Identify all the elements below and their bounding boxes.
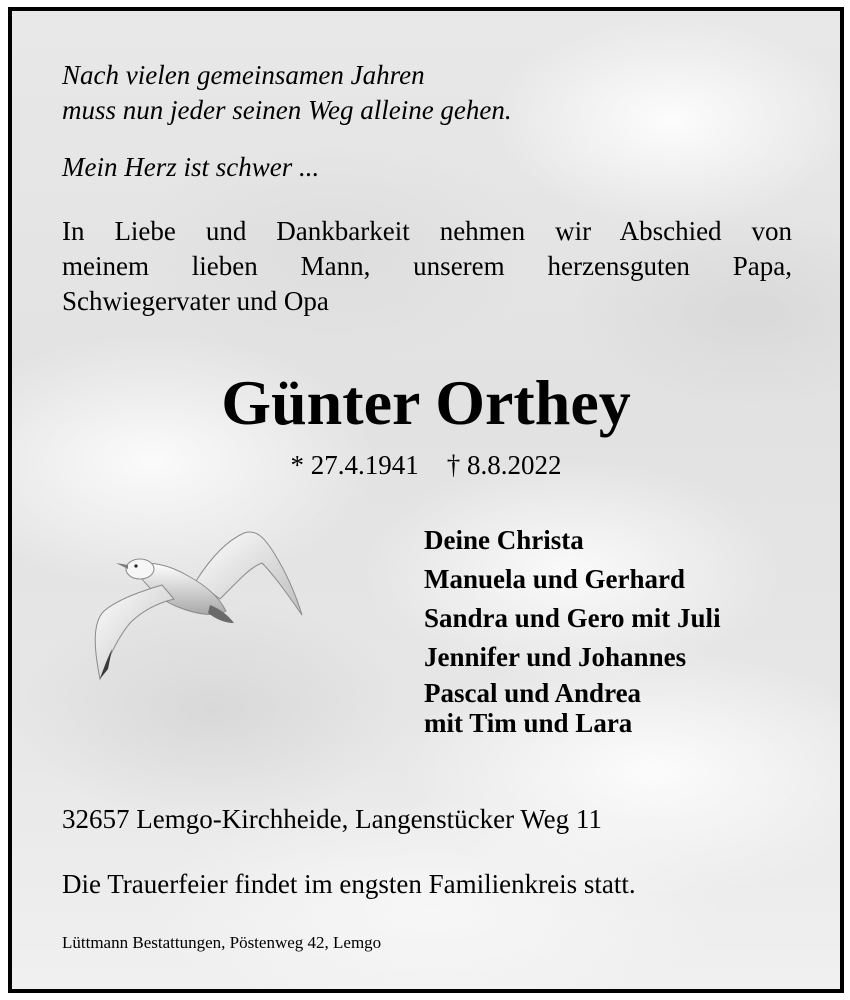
life-dates	[12, 447, 840, 483]
verse-line-2: muss nun jeder seinen Weg alleine gehen.	[62, 95, 512, 125]
seagull-icon	[78, 519, 308, 689]
intro-line-3: Schwiegervater und Opa	[62, 286, 329, 316]
ceremony-notice: Die Trauerfeier findet im engsten Familienkreis statt.	[62, 869, 636, 899]
family-member: Deine Christa	[424, 525, 584, 555]
undertaker-info: Lüttmann Bestattungen, Pöstenweg 42, Lemgo	[62, 933, 382, 952]
intro-text	[62, 214, 792, 319]
intro-line-1: In Liebe und Dankbarkeit nehmen wir Abschied von	[62, 216, 792, 246]
intro-line-2: meinem lieben Mann, unserem herzensguten Papa,	[62, 251, 792, 281]
birth-date: * 27.4.1941	[290, 450, 419, 480]
family-member: mit Tim und Lara	[424, 708, 633, 738]
family-list	[424, 522, 721, 738]
verse-line-1: Nach vielen gemeinsamen Jahren	[62, 60, 425, 90]
deceased-name: Günter Orthey	[221, 367, 631, 438]
death-date: † 8.8.2022	[446, 450, 562, 480]
family-address: 32657 Lemgo-Kirchheide, Langenstücker Weg 11	[62, 804, 602, 834]
family-member: Jennifer und Johannes	[424, 642, 687, 672]
obituary-frame	[8, 7, 844, 993]
family-member: Sandra und Gero mit Juli	[424, 603, 721, 633]
family-member: Manuela und Gerhard	[424, 564, 686, 594]
verse-line-3: Mein Herz ist schwer ...	[62, 152, 320, 182]
family-member: Pascal und Andrea	[424, 678, 642, 708]
